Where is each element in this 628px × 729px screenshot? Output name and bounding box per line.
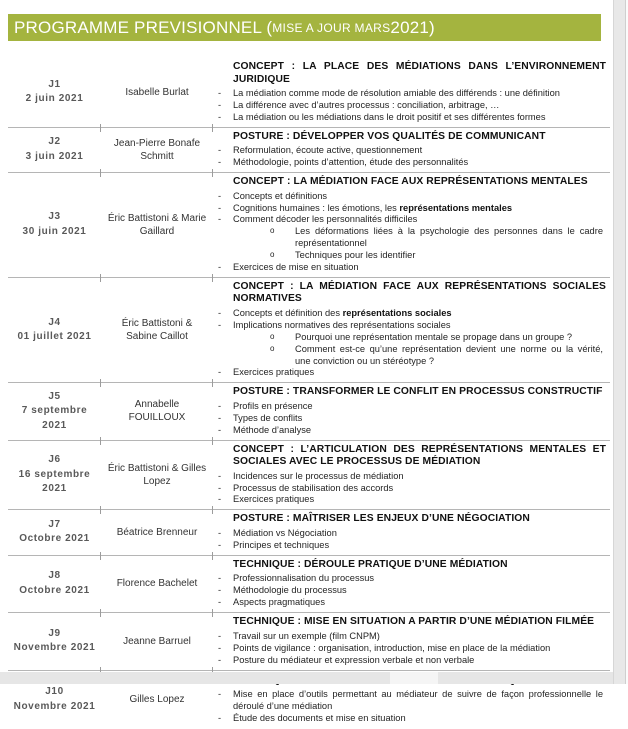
page-right-edge [613, 0, 625, 684]
table-row [8, 509, 610, 554]
session-topic: - Médiation vs Négociation [213, 528, 608, 540]
session-topic: - Cognitions humaines : les émotions, les représentations mentales [213, 203, 608, 215]
session-topic: - Reformulation, écoute active, questionnement [213, 145, 608, 157]
session-topic: - Posture du médiateur et expression verbale et non verbale [213, 655, 608, 667]
session-day-label: J3 [48, 211, 61, 223]
session-trainer: Florence Bachelet [116, 578, 198, 590]
session-topic: - Professionnalisation du processus [213, 573, 608, 585]
session-title: CONCEPT : L’ARTICULATION DES REPRÉSENTATIONS MENTALES ET SOCIALES AVEC LE PROCESSUS DE MÉDIATION [233, 443, 606, 468]
session-topic: - Incidences sur le processus de médiation [213, 471, 608, 483]
session-content-cell [213, 510, 610, 554]
table-row [8, 382, 610, 439]
session-date: 7 septembre 2021 [21, 405, 88, 431]
session-topic: - Processus de stabilisation des accords [213, 483, 608, 495]
session-topic: o Techniques pour les identifier [213, 250, 608, 262]
session-day-label: J5 [48, 390, 61, 402]
page-title-bar [8, 14, 601, 41]
session-title: POSTURE : TRANSFORMER LE CONFLIT EN PROCESSUS CONSTRUCTIF [233, 386, 603, 398]
session-content-cell [213, 441, 610, 510]
page-title-subtext: MISE A JOUR MARS [272, 20, 391, 35]
session-title: POSTURE : MAÎTRISER LES ENJEUX D’UNE NÉGOCIATION [233, 513, 530, 525]
session-trainer: Annabelle FOUILLOUX [128, 399, 186, 424]
session-title: CONCEPT : LA PLACE DES MÉDIATIONS DANS L’ENVIRONNEMENT JURIDIQUE [233, 61, 606, 85]
session-day-label: J10 [45, 686, 64, 698]
session-topic: - La différence avec d’autres processus : conciliation, arbitrage, … [213, 100, 608, 112]
session-title: CONCEPT : LA MÉDIATION FACE AUX REPRÉSENTATIONS SOCIALES NORMATIVES [233, 280, 606, 305]
session-date-cell [8, 278, 101, 382]
session-date: Octobre 2021 [19, 533, 90, 545]
table-row [8, 612, 610, 670]
session-topic: - La médiation comme mode de résolution amiable des différends : une définition [213, 88, 608, 100]
session-day-label: J1 [48, 78, 61, 90]
session-content-cell [213, 128, 610, 172]
session-topic: - Principes et techniques [213, 540, 608, 552]
session-topic: - La médiation ou les médiations dans le droit positif et ses différentes formes [213, 112, 608, 124]
session-date-cell [8, 556, 101, 612]
session-trainer: Éric Battistoni & Gilles Lopez [107, 462, 207, 487]
session-title: TECHNIQUE : MISE EN SITUATION A PARTIR D’UNE MÉDIATION FILMÉE [233, 616, 595, 628]
session-topic: - Points de vigilance : organisation, introduction, mise en place de la médiation [213, 643, 608, 655]
table-row [8, 277, 610, 382]
session-date-cell [8, 383, 101, 439]
session-content-cell [213, 613, 610, 670]
session-topic: - Exercices pratiques [213, 494, 608, 506]
session-topic: - Comment décoder les personnalités difficiles [213, 214, 608, 226]
session-day-label: J7 [48, 518, 61, 530]
table-row [8, 172, 610, 277]
session-date-cell [8, 128, 101, 172]
session-date-cell [8, 173, 101, 277]
session-trainer: Gilles Lopez [129, 694, 185, 706]
session-topic: - Travail sur un exemple (film CNPM) [213, 631, 608, 643]
session-topic: o Pourquoi une représentation mentale se propage dans un groupe ? [213, 332, 608, 344]
session-trainer: Béatrice Brenneur [116, 526, 198, 538]
session-date: 16 septembre 2021 [18, 468, 91, 495]
session-date: Novembre 2021 [13, 642, 96, 654]
session-day-label: J4 [48, 316, 61, 328]
page-bottom-edge-highlight [390, 672, 438, 684]
session-content-cell [213, 173, 610, 277]
page-bottom-edge [0, 672, 613, 684]
session-date: 01 juillet 2021 [17, 331, 92, 343]
session-topic: - Méthodologie du processus [213, 585, 608, 597]
session-date: 3 juin 2021 [25, 150, 84, 162]
session-topic: o Comment est-ce qu’une représentation devient une norme ou la vérité, une conviction ou un stéréotype ? [213, 344, 608, 368]
session-content-cell [213, 383, 610, 439]
program-schedule-table [8, 58, 610, 729]
session-content-cell [213, 58, 610, 127]
session-topic: o Les déformations liées à la psychologie des personnes dans le cadre représentationnel [213, 226, 608, 250]
table-row [8, 555, 610, 612]
table-row [8, 440, 610, 510]
table-row [8, 127, 610, 172]
session-day-label: J2 [48, 136, 61, 148]
session-date-cell [8, 613, 101, 670]
session-day-label: J6 [48, 454, 61, 466]
session-topic: - Types de conflits [213, 413, 608, 425]
session-title: TECHNIQUE : DÉROULE PRATIQUE D’UNE MÉDIATION [233, 558, 508, 570]
session-topic: - Méthode d’analyse [213, 425, 608, 437]
session-trainer: Jeanne Barruel [123, 635, 191, 647]
session-content-cell [213, 278, 610, 382]
session-date: 30 juin 2021 [22, 225, 87, 237]
session-topic: - Implications normatives des représentations sociales [213, 320, 608, 332]
session-day-label: J8 [48, 570, 61, 582]
session-topic: - Aspects pragmatiques [213, 597, 608, 609]
session-topic: - Étude des documents et mise en situation [213, 713, 608, 725]
session-trainer: Jean-Pierre Bonafe Schmitt [113, 137, 201, 162]
session-topic: - Mise en place d’outils permettant au médiateur de suivre de façon professionnelle le déroulé d’une médiation [213, 689, 608, 713]
session-topic: - Méthodologie, points d’attention, étude des personnalités [213, 157, 608, 169]
page-title-year: 2021) [390, 17, 435, 37]
session-trainer: Isabelle Burlat [125, 86, 189, 98]
page-title-main: PROGRAMME PREVISIONNEL ( [14, 17, 273, 37]
session-trainer: Éric Battistoni & Sabine Caillot [121, 318, 193, 343]
session-title: POSTURE : DÉVELOPPER VOS QUALITÉS DE COMMUNICANT [233, 130, 546, 142]
table-row [8, 58, 610, 127]
session-date: Novembre 2021 [13, 700, 96, 712]
session-topic: - Exercices de mise en situation [213, 262, 608, 274]
session-date-cell [8, 441, 101, 510]
session-topic: - Exercices pratiques [213, 367, 608, 379]
session-title: CONCEPT : LA MÉDIATION FACE AUX REPRÉSENTATIONS MENTALES [233, 176, 588, 188]
session-date: Octobre 2021 [19, 584, 90, 596]
session-date: 2 juin 2021 [25, 93, 84, 105]
session-topic: - Profils en présence [213, 401, 608, 413]
session-topic: - Concepts et définition des représentations sociales [213, 308, 608, 320]
session-trainer: Éric Battistoni & Marie Gaillard [107, 212, 207, 237]
session-day-label: J9 [48, 627, 61, 639]
session-date-cell [8, 58, 101, 127]
session-topic: - Concepts et définitions [213, 191, 608, 203]
session-content-cell [213, 556, 610, 612]
session-date-cell [8, 510, 101, 554]
